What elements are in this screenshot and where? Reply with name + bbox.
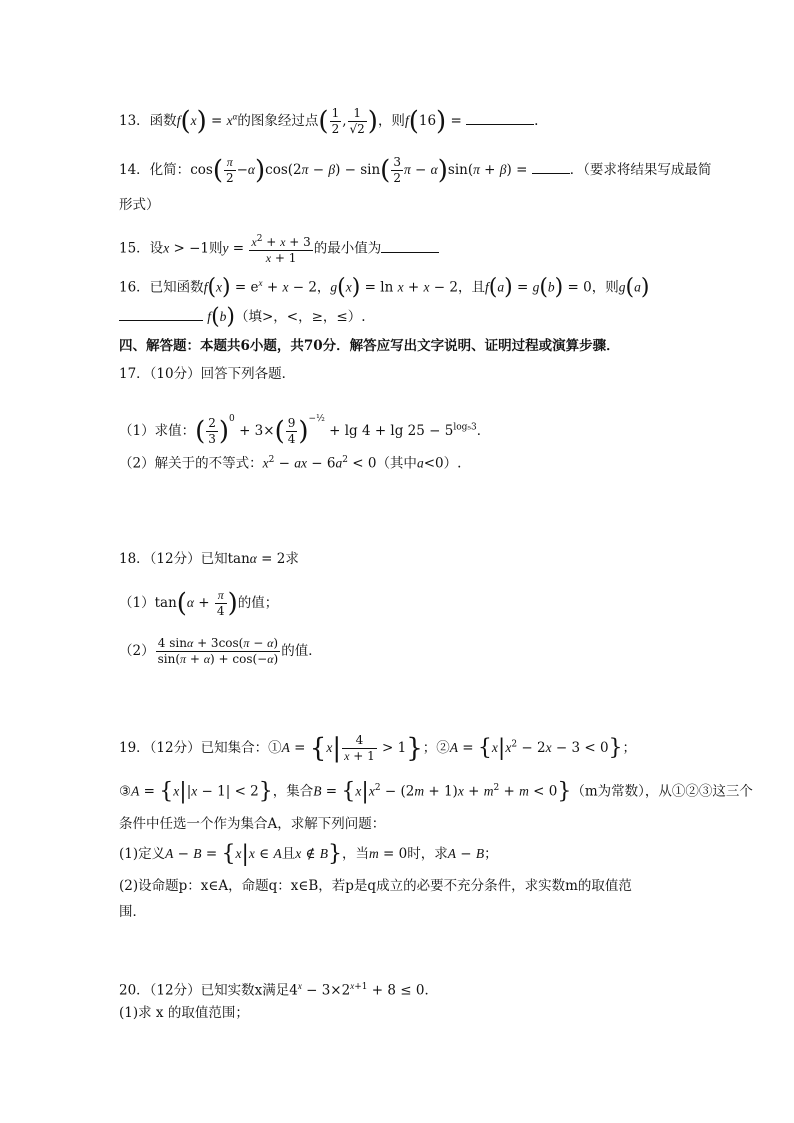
question-13: 13．函数$f(x) = x^\alpha$的图象经过点( $\frac{1}{2}$ , $\frac{1}{√2}$ )，则f(16) = .: [119, 106, 539, 137]
q19-line2-prefix: ③: [119, 783, 132, 800]
q18-part2: [119, 636, 322, 667]
q16-prefix: 16．已知函数: [119, 279, 204, 296]
q19-line3: 条件中任选一个作为集合A，求解下列问题：: [119, 816, 386, 832]
q18-p1-prefix: （1）: [119, 595, 155, 611]
q15-suffix: 的最小值为: [313, 240, 382, 257]
q13-frac-half: $\frac{1}{2}$: [331, 106, 340, 136]
q19-line6: 围．: [119, 904, 146, 920]
q18-p2-suffix: 的值．: [281, 643, 322, 659]
q17-title: 17．（10分）回答下列各题．: [119, 366, 296, 382]
q16-answer-blank[interactable]: [119, 306, 203, 321]
section-heading: 四、解答题：本题共6小题，共70分．解答应写出文字说明、证明过程或演算步骤．: [119, 338, 620, 354]
q13-answer-blank[interactable]: [466, 110, 534, 125]
q19-line4-mid: ，当: [342, 846, 370, 862]
q14-prefix: 14．化简：: [119, 162, 191, 178]
q19-line2-suffix: （m为常数），从①②③这三个: [571, 783, 753, 800]
q17-p2-suffix: （其中: [376, 455, 417, 472]
q19-title-prefix: 19．（12分）已知集合：①: [119, 740, 282, 756]
q13-suffix: ，则: [377, 113, 405, 129]
q17-part2: （2）解关于的不等式：$x^2$ − ax − $6a^2 < 0$（其中a<0）.: [119, 455, 462, 472]
q18-fraction: $\frac{4 \sin\alpha + 3\cos(\pi - \alpha)}{\sin(\pi + \alpha) + \cos(-\alpha)}$: [157, 636, 279, 666]
q20-title: 20．（12分）已知实数x满足$4^x - 3\times 2^{x+1} + 8 \le 0$．: [119, 981, 438, 999]
q19-line4: (1)定义A − B = {x|x ∈ A且x ∉ B}，当m = 0时，求A − B；: [119, 841, 498, 867]
q19-sep2: ；②: [422, 740, 450, 756]
q18-part1: （1）tan(α + $\frac{\pi}{4}$ )的值；: [119, 588, 279, 619]
q13-end: .: [534, 113, 539, 129]
q16-line2-text: （填>，<，≥，≤）.: [235, 309, 366, 325]
q17-p1-prefix: （1）求值：: [119, 423, 196, 439]
question-16: 16．已知函数$f(x) = e^x + x - 2$，g(x) = ln x + x − 2，且f(a) = g(b) = 0，则g(a): [119, 275, 650, 300]
question-15: 15．设x > −1则y = $\frac{x^2 + x + 3}{x + 1}$ 的最小值为: [119, 232, 439, 266]
q17-part1: （1）求值：( $\frac{2}{3}$ )$^0$ + 3×( $\frac{9}{4}$ )$^{-\frac{1}{2}} + \lg 4 + \lg 25 - 5^{log_53}$．: [119, 414, 491, 447]
q17-p2-end: ）.: [443, 455, 462, 472]
q14-line2: 形式）: [119, 197, 160, 213]
q15-mid: 则: [208, 240, 223, 257]
q14-suffix: ．（要求将结果写成最简: [569, 162, 712, 178]
q14-answer-blank[interactable]: [532, 159, 570, 174]
q17-p2-prefix: （2）解关于的不等式：: [119, 455, 263, 472]
q16-line2: f(b)（填>，<，≥，≤）.: [119, 306, 366, 328]
q18-title: 18．（12分）已知tanα = 2求: [119, 551, 299, 567]
q20-title-end: ．: [424, 982, 438, 999]
q13-mid: 的图象经过点: [237, 113, 319, 129]
q13-func: f: [176, 113, 181, 128]
q18-p2-prefix: （2）: [119, 643, 155, 659]
q19-line4-prefix: (1)定义: [119, 846, 166, 862]
q18-title-prefix: 18．（12分）已知: [119, 551, 228, 567]
q19-line4-suffix: 时，求: [407, 846, 448, 862]
q13-prefix: 13．函数: [119, 113, 177, 129]
question-14: 14．化简：cos( $\frac{\pi}{2}$ −α)cos(2π − β) − sin( $\frac{3}{2}$ π − α)sin(π + β) = ．（要求将结果写成最简: [119, 155, 712, 186]
q16-sep: ，: [316, 279, 331, 296]
q16-mid: ，且: [457, 279, 485, 296]
q19-line2-mid: ，集合: [272, 783, 314, 800]
q15-fraction: $\frac{x^2 + x + 3}{x + 1}$: [251, 234, 311, 265]
q18-p1-suffix: 的值；: [237, 595, 279, 611]
q16-suffix: ，则: [591, 279, 619, 296]
q20-part1: (1)求 x 的取值范围；: [119, 1005, 249, 1021]
q15-answer-blank[interactable]: [381, 238, 439, 253]
q17-p1-end: ．: [476, 423, 491, 439]
q20-title-prefix: 20．（12分）已知实数x满足: [119, 982, 290, 999]
q15-prefix: 15．设: [119, 240, 164, 257]
q19-line2: ③A = {x||x − 1| < 2}，集合$B = \{x|x^2 - (2m + 1)x + m^2 + m < 0\}(m$为常数），从①②③这三个: [119, 779, 753, 804]
q19-title: 19．（12分）已知集合：①A = {x| $\frac{4}{x + 1}$ > 1}；②A = $\{x|x^2 - 2x - 3 < 0\}$；: [119, 733, 637, 764]
q19-sep3: ；: [622, 740, 637, 756]
q18-title-suffix: 求: [285, 551, 299, 567]
q13-frac-sqrt: $\frac{1}{√2}$: [349, 106, 365, 136]
q19-line5: (2)设命题p：x∈A，命题q：x∈B，若p是q成立的必要不充分条件，求实数m的取值范: [119, 878, 632, 894]
q19-line4-end: ；: [484, 846, 498, 862]
